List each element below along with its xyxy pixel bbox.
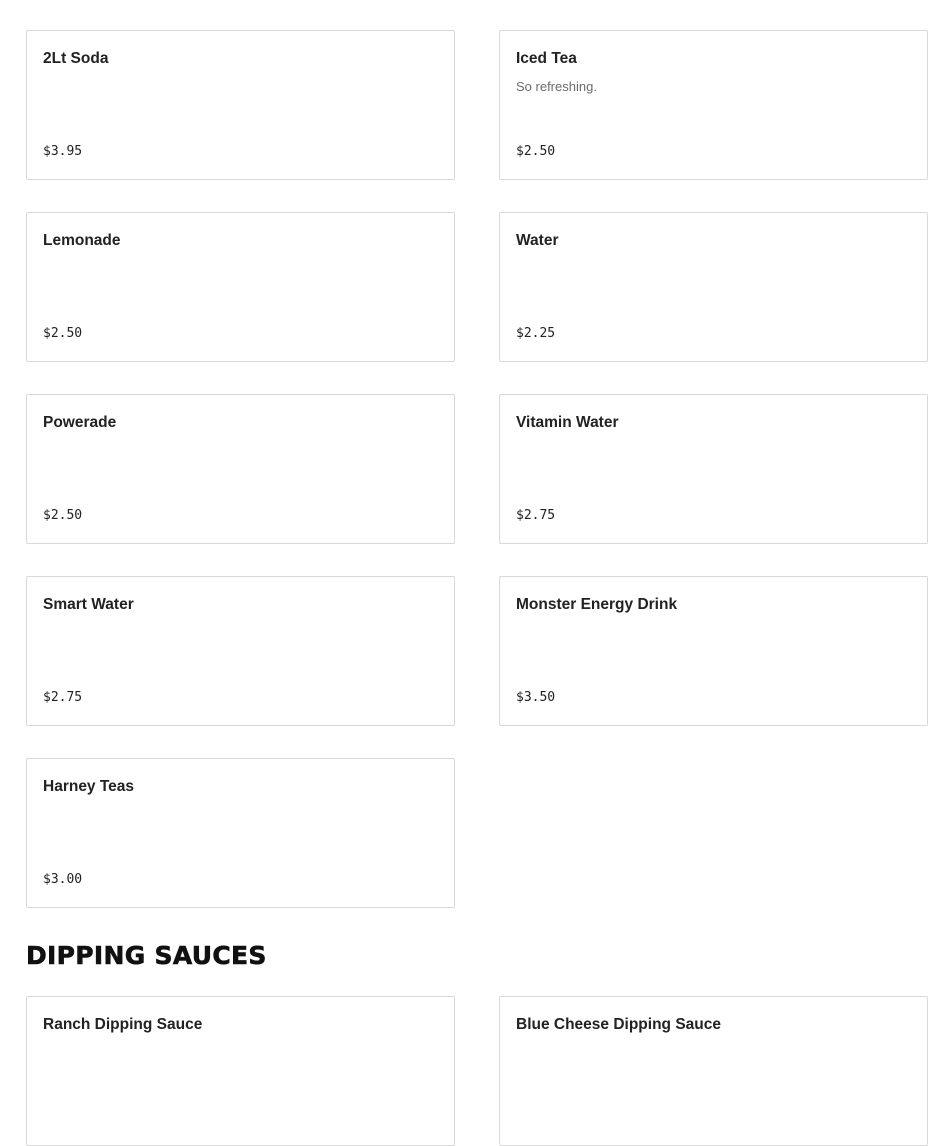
menu-item-card-harney-teas[interactable] <box>26 758 455 908</box>
menu-item-name: Ranch Dipping Sauce <box>43 1016 203 1033</box>
menu-item-description: So refreshing. <box>516 79 597 94</box>
menu-item-card-monster-energy-drink[interactable] <box>499 576 928 726</box>
menu-item-name: Blue Cheese Dipping Sauce <box>516 1016 721 1033</box>
menu-item-price: $3.95 <box>43 144 83 159</box>
menu-item-card-ranch-dipping-sauce[interactable] <box>26 996 455 1146</box>
menu-item-name: Water <box>516 232 559 249</box>
menu-item-price: $2.75 <box>516 508 556 523</box>
menu-item-card-2lt-soda[interactable] <box>26 30 455 180</box>
menu-item-price: $2.50 <box>516 144 556 159</box>
menu-item-name: Monster Energy Drink <box>516 596 678 613</box>
menu-item-name: Iced Tea <box>516 50 577 67</box>
menu-item-price: $2.25 <box>516 326 556 341</box>
menu-item-card-blue-cheese-dipping-sauce[interactable] <box>499 996 928 1146</box>
section-title-dipping-sauces: DIPPING SAUCES <box>26 941 267 970</box>
menu-item-name: Harney Teas <box>43 778 135 795</box>
menu-item-name: Lemonade <box>43 232 121 249</box>
menu-item-price: $3.00 <box>43 872 83 887</box>
menu-item-card-iced-tea[interactable] <box>499 30 928 180</box>
menu-item-name: 2Lt Soda <box>43 50 109 67</box>
menu-item-price: $2.50 <box>43 326 83 341</box>
menu-item-card-powerade[interactable] <box>26 394 455 544</box>
menu-item-name: Vitamin Water <box>516 414 619 431</box>
drinks-menu-grid <box>26 30 928 908</box>
menu-item-price: $2.75 <box>43 690 83 705</box>
menu-item-name: Powerade <box>43 414 117 431</box>
menu-item-price: $3.50 <box>516 690 556 705</box>
menu-item-name: Smart Water <box>43 596 134 613</box>
dipping-sauces-menu-grid <box>26 996 928 1146</box>
menu-item-card-vitamin-water[interactable] <box>499 394 928 544</box>
menu-item-card-water[interactable] <box>499 212 928 362</box>
menu-item-card-lemonade[interactable] <box>26 212 455 362</box>
menu-item-price: $2.50 <box>43 508 83 523</box>
menu-item-card-smart-water[interactable] <box>26 576 455 726</box>
